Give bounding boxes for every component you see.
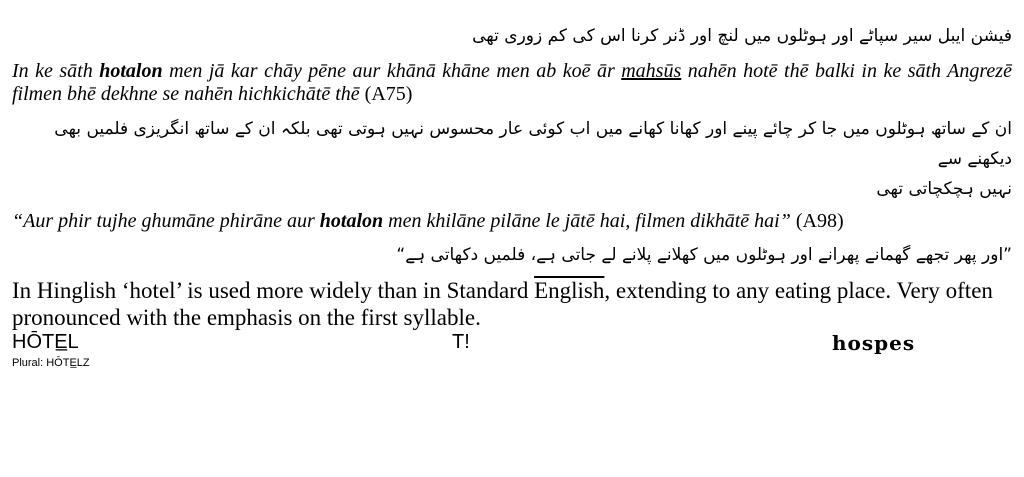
headword: HŌTE̲L [12,331,79,353]
transliteration-paragraph-2: “Aur phir tujhe ghumāne phirāne aur hotalon men khilāne pilāne le jātē hai, filmen dikhātē hai” (A98) [12,210,844,232]
keyword-bold: hotalon [99,60,163,82]
latin-etymon: hospes [832,331,916,355]
entry-row [0,331,1024,357]
plural-form: Plural: HŌTE̲LZ [12,357,90,369]
urdu-line-1 [0,0,1024,56]
keyword-bold: hotalon [319,210,384,232]
mark-text: T! [452,331,470,353]
transliteration-paragraph-1: In ke sāth hotalon men jā kar chāy pēne aur khānā khāne men ab koē ār mahsūs nahēn hotē thē balki in ke sāth Angrezē filmen bhē dekhne se nahēn hichkichātē thē (A75) [12,60,1012,105]
explanation-paragraph: In Hinglish ‘hotel’ is used more widely than in Standard English, extending to any eating place. Very often pronounced with the emphasis on the first syllable. [12,278,993,330]
urdu-line-3: ”اور پھر تجھے گھمانے پھرانے اور ہوٹلوں میں کھلانے پلانے لے جاتی ہے، فلمیں دکھاتی ہے“ [396,245,1012,265]
reference-a98: (A98) [790,210,844,232]
reference-a75: (A75) [359,83,413,105]
urdu-paragraph-2: ان کے ساتھ ہوٹلوں میں جا کر چائے پینے اور کھانا کھانے میں اب کوئی عار محسوس نہیں ہوتی تھی بلکہ ان کے ساتھ انگریزی فلمیں بھی دیکھنے سے نہیں ہچکچاتی تھی [54,119,1012,199]
urdu-text-1: فیشن ایبل سیر سپاٹے اور ہوٹلوں میں لنچ اور ڈنر کرنا اس کی کم زوری تھی [472,26,1012,46]
